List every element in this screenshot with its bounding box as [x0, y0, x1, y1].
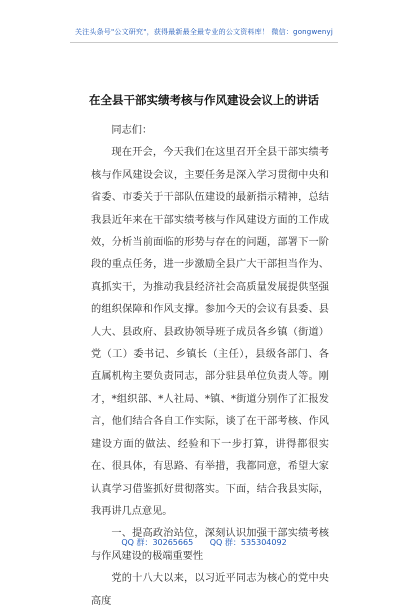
header-divider [70, 42, 338, 43]
footer-contact [0, 537, 408, 548]
paragraph-opening: 现在开会，今天我们在这里召开全县干部实绩考核与作风建设会议，主要任务是深入学习贯彻中央和省委、市委关于干部队伍建设的最新指示精神，总结我县近年来在干部实绩考核与作风建设方面的工作成效，分析当前面临的形势与存在的问题，部署下一阶段的重点任务，进一步激励全县广大干部担当作为、真抓实干，为推动我县经济社会高质量发展提供坚强的组织保障和作风支撑。参加今天的会议有县委、县人大、县政府、县政协领导班子成员各乡镇（街道）党（工）委书记、乡镇长（主任），县级各部门、各直属机构主要负责同志，部分驻县单位负责人等。刚才，*组织部、*人社局、*镇、*街道分别作了汇报发言，他们结合各自工作实际，谈了在干部考核、作风建设方面的做法、经验和下一步打算，讲得都很实在、很具体，有思路、有举措，我都同意，希望大家认真学习借鉴抓好贯彻落实。下面，结合我县实际，我再讲几点意见。 [91, 147, 329, 517]
footer-qq-group-1: QQ 群：30265665 [121, 538, 194, 547]
salutation: 同志们： [111, 125, 153, 136]
paragraph-section-1: 党的十八大以来，以习近平同志为核心的党中央高度 [91, 573, 329, 607]
document-title: 在全县干部实绩考核与作风建设会议上的讲话 [89, 93, 319, 107]
section-heading-1: 一、提高政治站位，深刻认识加强干部实绩考核与作风建设的极端重要性 [91, 528, 329, 562]
footer-qq-group-2: QQ 群：535304092 [209, 538, 287, 547]
header-note: 关注头条号"公文研究"，获得最新最全最专业的公文资料库！ 微信：gongwenyj [74, 28, 334, 36]
